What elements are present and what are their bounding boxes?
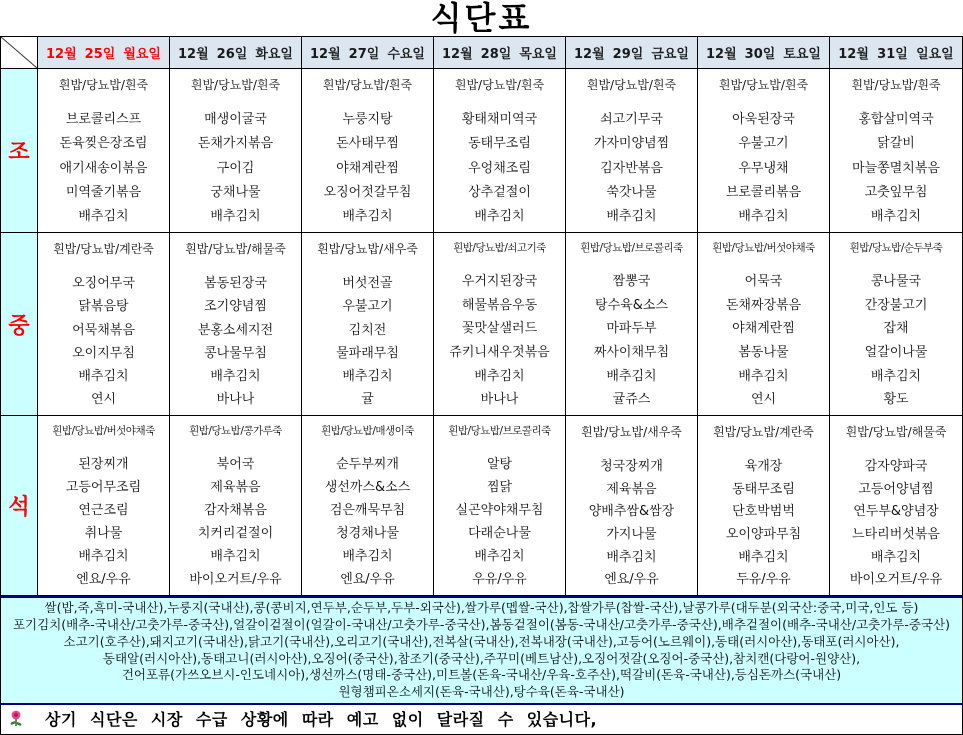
menu-item: 북어국 bbox=[216, 457, 255, 473]
menu-item: 봄동된장국 bbox=[204, 276, 267, 292]
menu-item: 배추김치 bbox=[870, 368, 922, 384]
menu-items bbox=[699, 270, 828, 407]
header-date-weekday: 화요일 bbox=[255, 47, 293, 63]
menu-item: 가자미양념찜 bbox=[593, 136, 670, 152]
header-date-month: 12월 bbox=[178, 47, 209, 63]
menu-item: 제육볶음 bbox=[210, 480, 261, 496]
header-date-month: 12월 bbox=[442, 47, 473, 63]
menu-item: 검은깨묵무침 bbox=[329, 503, 406, 519]
header-date-month: 12월 bbox=[310, 47, 341, 63]
menu-item: 생선까스&소스 bbox=[324, 480, 411, 496]
menu-item: 우거지된장국 bbox=[461, 274, 538, 290]
menu-item: 마파두부 bbox=[606, 321, 657, 337]
menu-item: 야채계란찜 bbox=[732, 321, 795, 337]
menu-item: 콩나물국 bbox=[870, 274, 922, 290]
menu-item: 우불고기 bbox=[342, 299, 393, 315]
meal-cell bbox=[170, 233, 302, 416]
page-title: 식단표 bbox=[430, 0, 533, 37]
menu-item: 바이오거트/우유 bbox=[189, 572, 282, 588]
menu-item: 엔요/우유 bbox=[604, 572, 659, 588]
header-date bbox=[566, 37, 698, 69]
header-date-day: 25일 bbox=[84, 47, 116, 63]
meal-cell bbox=[830, 233, 962, 416]
rice-options: 흰밥/당뇨밥/버섯야채죽 bbox=[712, 242, 815, 255]
menu-items bbox=[831, 108, 961, 224]
menu-item: 돈채짜장볶음 bbox=[725, 297, 802, 313]
menu-item: 두유/우유 bbox=[736, 572, 791, 588]
rice-options: 흰밥/당뇨밥/계란죽 bbox=[53, 242, 154, 257]
rice-options: 흰밥/당뇨밥/해물죽 bbox=[185, 242, 286, 257]
menu-items bbox=[699, 455, 828, 587]
header-date-day: 30일 bbox=[744, 47, 776, 63]
menu-item: 누룽지탕 bbox=[342, 112, 393, 128]
menu-item: 고춧잎무침 bbox=[864, 184, 928, 200]
menu-item: 닭갈비 bbox=[877, 136, 915, 152]
menu-item: 배추김치 bbox=[210, 368, 261, 384]
footer-note bbox=[0, 705, 963, 735]
meal-cell bbox=[566, 233, 698, 416]
menu-item: 실곤약야채무침 bbox=[455, 503, 544, 519]
menu-item: 배추김치 bbox=[342, 549, 393, 565]
menu-item: 감자채볶음 bbox=[204, 503, 267, 519]
header-date-weekday: 월요일 bbox=[123, 47, 161, 63]
menu-item: 매생이굴국 bbox=[204, 112, 267, 128]
menu-item: 연시 bbox=[750, 392, 777, 408]
menu-items bbox=[435, 108, 564, 224]
menu-item: 감자양파국 bbox=[864, 459, 928, 475]
origin-line: 쌀(밥,죽,흑미-국내산),누룽지(국내산),콩(콩비지,연두부,순두부,두부-외국산),쌀가루(멥쌀-국산),찹쌀가루(찹쌀-국산),날콩가루(대두분(외국산:중국,미국,인도 등) bbox=[44, 600, 919, 616]
menu-item: 상추겉절이 bbox=[468, 184, 531, 200]
menu-item: 돈채가지볶음 bbox=[197, 136, 274, 152]
menu-item: 바이오거트/우유 bbox=[849, 572, 943, 588]
menu-item: 동태무조림 bbox=[468, 136, 531, 152]
origin-line: 건어포류(가쓰오브시-인도네시아),생선까스(명태-중국산),미트볼(돈육-국내산/우육-호주산),떡갈비(돈육-국내산),등심돈까스(국내산) bbox=[121, 667, 842, 683]
note-text: 상기 식단은 시장 수급 상황에 따라 예고 없이 달라질 수 있습니다, bbox=[45, 710, 598, 729]
menu-item: 돈육찢은장조림 bbox=[59, 136, 148, 152]
menu-item: 된장찌개 bbox=[78, 457, 129, 473]
menu-item: 봄동나물 bbox=[738, 345, 789, 360]
menu-item: 물파래무침 bbox=[336, 345, 399, 361]
menu-items bbox=[171, 108, 300, 224]
menu-item: 느타리버섯볶음 bbox=[852, 527, 940, 542]
meal-cell bbox=[302, 233, 434, 416]
menu-item: 청경채나물 bbox=[336, 526, 399, 542]
menu-item: 야채계란찜 bbox=[336, 160, 399, 176]
meal-cell bbox=[302, 69, 434, 233]
menu-item: 오이지무침 bbox=[72, 345, 135, 361]
menu-item: 바나나 bbox=[480, 392, 519, 408]
header-date bbox=[698, 37, 830, 69]
meal-cell bbox=[434, 233, 566, 416]
menu-item: 마늘쫑멸치볶음 bbox=[852, 160, 940, 176]
menu-item: 찜닭 bbox=[486, 480, 513, 496]
meal-cell bbox=[302, 416, 434, 596]
flower-icon bbox=[9, 710, 23, 728]
header-date-weekday: 목요일 bbox=[519, 47, 557, 63]
menu-item: 배추김치 bbox=[870, 549, 922, 565]
menu-items bbox=[831, 455, 961, 587]
menu-item: 쑥갓나물 bbox=[606, 184, 657, 200]
menu-item: 배추김치 bbox=[474, 549, 525, 565]
menu-item: 양배추쌈&쌈장 bbox=[588, 504, 675, 520]
corner-cell bbox=[1, 37, 38, 69]
header-date bbox=[302, 37, 434, 69]
menu-item: 홍합살미역국 bbox=[858, 112, 934, 128]
menu-item: 배추김치 bbox=[210, 209, 261, 225]
meal-cell bbox=[698, 416, 830, 596]
rice-options: 흰밥/당뇨밥/흰죽 bbox=[718, 78, 809, 93]
menu-item: 배추김치 bbox=[606, 209, 657, 225]
menu-item: 버섯전골 bbox=[342, 276, 393, 292]
header-date bbox=[38, 37, 170, 69]
menu-item: 배추김치 bbox=[606, 368, 657, 384]
menu-item: 배추김치 bbox=[78, 549, 129, 565]
menu-item: 배추김치 bbox=[606, 549, 657, 565]
menu-items bbox=[567, 455, 696, 587]
menu-item: 우엉채조림 bbox=[468, 160, 531, 176]
menu-item: 돈사태무찜 bbox=[336, 136, 399, 152]
header-date-weekday: 금요일 bbox=[651, 47, 689, 63]
menu-item: 김치전 bbox=[348, 322, 387, 338]
menu-item: 귤쥬스 bbox=[612, 392, 651, 408]
menu-item: 엔요/우유 bbox=[76, 572, 131, 588]
menu-items bbox=[171, 272, 300, 407]
meal-cell bbox=[434, 416, 566, 596]
header-date-day: 27일 bbox=[348, 47, 380, 63]
rice-options: 흰밥/당뇨밥/흰죽 bbox=[454, 78, 545, 93]
header-date-month: 12월 bbox=[574, 47, 605, 63]
header-date-weekday: 일요일 bbox=[916, 47, 954, 63]
menu-item: 아욱된장국 bbox=[732, 112, 795, 128]
menu-item: 황태채미역국 bbox=[461, 112, 538, 128]
rice-options: 흰밥/당뇨밥/흰죽 bbox=[58, 78, 149, 93]
menu-item: 구이김 bbox=[216, 160, 255, 176]
meal-cell bbox=[38, 416, 170, 596]
menu-items bbox=[303, 453, 432, 587]
menu-items bbox=[39, 272, 168, 407]
menu-items bbox=[303, 108, 432, 224]
menu-item: 다래순나물 bbox=[468, 526, 531, 542]
menu-items bbox=[171, 453, 300, 587]
origin-info bbox=[0, 596, 963, 705]
menu-item: 엔요/우유 bbox=[340, 572, 395, 588]
menu-item: 어묵국 bbox=[744, 274, 783, 290]
rice-options: 흰밥/당뇨밥/쇠고기죽 bbox=[453, 242, 546, 255]
menu-item: 배추김치 bbox=[210, 549, 261, 565]
menu-item: 분홍소세지전 bbox=[197, 322, 274, 338]
header-date-weekday: 토요일 bbox=[783, 47, 821, 63]
meal-cell bbox=[170, 69, 302, 233]
rice-options: 흰밥/당뇨밥/콩가루죽 bbox=[189, 425, 282, 438]
diagonal-line bbox=[1, 37, 37, 68]
meal-cell bbox=[830, 416, 962, 596]
menu-item: 취나물 bbox=[84, 526, 123, 542]
header-date-month: 12월 bbox=[838, 47, 869, 63]
meal-row-label: 석 bbox=[1, 416, 38, 596]
header-date-month: 12월 bbox=[706, 47, 737, 63]
menu-item: 조기양념찜 bbox=[204, 299, 267, 315]
menu-item: 우무냉채 bbox=[738, 160, 789, 176]
menu-item: 브로콜리스프 bbox=[65, 112, 142, 128]
menu-item: 쇠고기무국 bbox=[600, 112, 663, 128]
menu-item: 청국장찌개 bbox=[600, 459, 663, 475]
menu-item: 오징어젓갈무침 bbox=[323, 184, 412, 200]
origin-line: 원형챔피온소세지(돈육-국내산),탕수육(돈육-국내산) bbox=[338, 684, 625, 700]
menu-item: 배추김치 bbox=[78, 368, 129, 384]
menu-item: 배추김치 bbox=[342, 209, 393, 225]
header-date-weekday: 수요일 bbox=[387, 47, 425, 63]
menu-item: 배추김치 bbox=[474, 368, 525, 384]
menu-item: 알탕 bbox=[486, 457, 513, 473]
menu-item: 배추김치 bbox=[738, 368, 789, 384]
menu-item: 배추김치 bbox=[738, 209, 789, 225]
menu-item: 고등어무조림 bbox=[65, 480, 142, 496]
menu-item: 미역줄기볶음 bbox=[65, 184, 142, 200]
menu-item: 연시 bbox=[90, 392, 117, 408]
menu-item: 탕수육&소스 bbox=[595, 297, 668, 313]
rice-options: 흰밥/당뇨밥/매생이죽 bbox=[321, 425, 414, 438]
meal-cell bbox=[38, 233, 170, 416]
menu-item: 순두부찌개 bbox=[336, 457, 399, 473]
meal-cell bbox=[38, 69, 170, 233]
menu-items bbox=[567, 270, 696, 407]
menu-item: 황도 bbox=[883, 392, 909, 408]
origin-line: 소고기(호주산),돼지고기(국내산),닭고기(국내산),오리고기(국내산),전복살(국내산),전복내장(국내산),고등어(노르웨이),동태(러시아산),동태포(러시아산), bbox=[63, 633, 900, 649]
menu-item: 궁채나물 bbox=[210, 184, 261, 200]
rice-options: 흰밥/당뇨밥/새우죽 bbox=[581, 425, 682, 440]
menu-items bbox=[567, 108, 696, 224]
menu-items bbox=[435, 270, 564, 407]
menu-item: 우유/우유 bbox=[472, 572, 527, 588]
origin-line: 포기김치(배추-국내산/고춧가루-중국산),얼갈이겉절이(얼갈이-국내산/고춧가루-중국산),봄동겉절이(봄동-국내산/고춧가루-중국산),배추겉절이(배추-국내산/고춧가루-중국산) bbox=[12, 617, 951, 633]
menu-item: 고등어양념찜 bbox=[858, 481, 934, 497]
menu-item: 우불고기 bbox=[738, 136, 789, 152]
rice-options: 흰밥/당뇨밥/순두부죽 bbox=[849, 242, 943, 255]
rice-options: 흰밥/당뇨밥/해물죽 bbox=[845, 425, 947, 440]
menu-items bbox=[303, 272, 432, 407]
menu-item: 배추김치 bbox=[474, 209, 525, 225]
rice-options: 흰밥/당뇨밥/브로콜리죽 bbox=[448, 425, 551, 438]
header-date-day: 29일 bbox=[612, 47, 644, 63]
menu-item: 배추김치 bbox=[870, 209, 922, 225]
header-date-day: 26일 bbox=[216, 47, 248, 63]
menu-item: 콩나물무침 bbox=[204, 345, 267, 361]
menu-item: 김자반볶음 bbox=[600, 160, 663, 176]
rice-options: 흰밥/당뇨밥/계란죽 bbox=[713, 425, 814, 440]
menu-item: 가지나물 bbox=[606, 527, 657, 542]
menu-item: 꽃맛살샐러드 bbox=[461, 321, 538, 337]
rice-options: 흰밥/당뇨밥/브로콜리죽 bbox=[580, 242, 683, 255]
menu-item: 배추김치 bbox=[738, 549, 789, 565]
rice-options: 흰밥/당뇨밥/버섯야채죽 bbox=[52, 425, 155, 438]
rice-options: 흰밥/당뇨밥/흰죽 bbox=[851, 78, 941, 93]
rice-options: 흰밥/당뇨밥/새우죽 bbox=[317, 242, 418, 257]
menu-item: 간장불고기 bbox=[864, 297, 928, 313]
meal-cell bbox=[698, 233, 830, 416]
meal-cell bbox=[698, 69, 830, 233]
menu-item: 잡채 bbox=[883, 321, 909, 337]
menu-item: 치커리겉절이 bbox=[197, 526, 274, 542]
menu-items bbox=[831, 270, 961, 407]
menu-item: 배추김치 bbox=[342, 368, 393, 384]
menu-item: 바나나 bbox=[216, 392, 255, 408]
header-date-day: 31일 bbox=[877, 47, 908, 63]
menu-item: 짜사이채무침 bbox=[593, 345, 670, 360]
origin-line: 동태알(러시아산),동태고니(러시아산),오징어(중국산),참조기(중국산),주꾸미(베트남산),오징어젓갈(오징어-중국산),참치캔(다랑어-원양산), bbox=[102, 650, 861, 666]
header-date bbox=[170, 37, 302, 69]
rice-options: 흰밥/당뇨밥/흰죽 bbox=[190, 78, 281, 93]
header-date-day: 28일 bbox=[480, 47, 512, 63]
rice-options: 흰밥/당뇨밥/흰죽 bbox=[586, 78, 677, 93]
menu-item: 연근조림 bbox=[78, 503, 129, 519]
menu-item: 연두부&양념장 bbox=[853, 504, 939, 520]
menu-item: 쥬키니새우젓볶음 bbox=[449, 345, 550, 360]
menu-item: 짬뽕국 bbox=[612, 274, 651, 290]
header-date bbox=[434, 37, 566, 69]
menu-item: 제육볶음 bbox=[606, 481, 657, 497]
header-date-month: 12월 bbox=[46, 47, 77, 63]
menu-item: 해물볶음우동 bbox=[461, 297, 538, 313]
menu-item: 귤 bbox=[361, 392, 374, 408]
menu-item: 애기새송이볶음 bbox=[59, 160, 148, 176]
meal-cell bbox=[434, 69, 566, 233]
menu-item: 오이양파무침 bbox=[725, 527, 802, 542]
menu-items bbox=[699, 108, 828, 224]
meal-cell bbox=[170, 416, 302, 596]
meal-cell bbox=[830, 69, 962, 233]
header-date bbox=[830, 37, 962, 69]
menu-item: 어묵채볶음 bbox=[72, 322, 135, 338]
menu-items bbox=[435, 453, 564, 587]
meal-row-label: 중 bbox=[1, 233, 38, 416]
menu-items bbox=[39, 108, 168, 224]
menu-item: 닭볶음탕 bbox=[78, 299, 129, 315]
menu-item: 오징어무국 bbox=[72, 276, 135, 292]
meal-table bbox=[0, 36, 963, 596]
menu-item: 단호박범벅 bbox=[732, 504, 795, 520]
meal-cell bbox=[566, 69, 698, 233]
menu-item: 브로콜리볶음 bbox=[725, 184, 802, 200]
menu-items bbox=[39, 453, 168, 587]
menu-item: 배추김치 bbox=[78, 209, 129, 225]
menu-item: 동태무조림 bbox=[732, 481, 795, 497]
meal-row-label: 조 bbox=[1, 69, 38, 233]
rice-options: 흰밥/당뇨밥/흰죽 bbox=[322, 78, 413, 93]
menu-item: 육개장 bbox=[744, 459, 783, 475]
menu-item: 얼갈이나물 bbox=[864, 345, 928, 360]
meal-cell bbox=[566, 416, 698, 596]
